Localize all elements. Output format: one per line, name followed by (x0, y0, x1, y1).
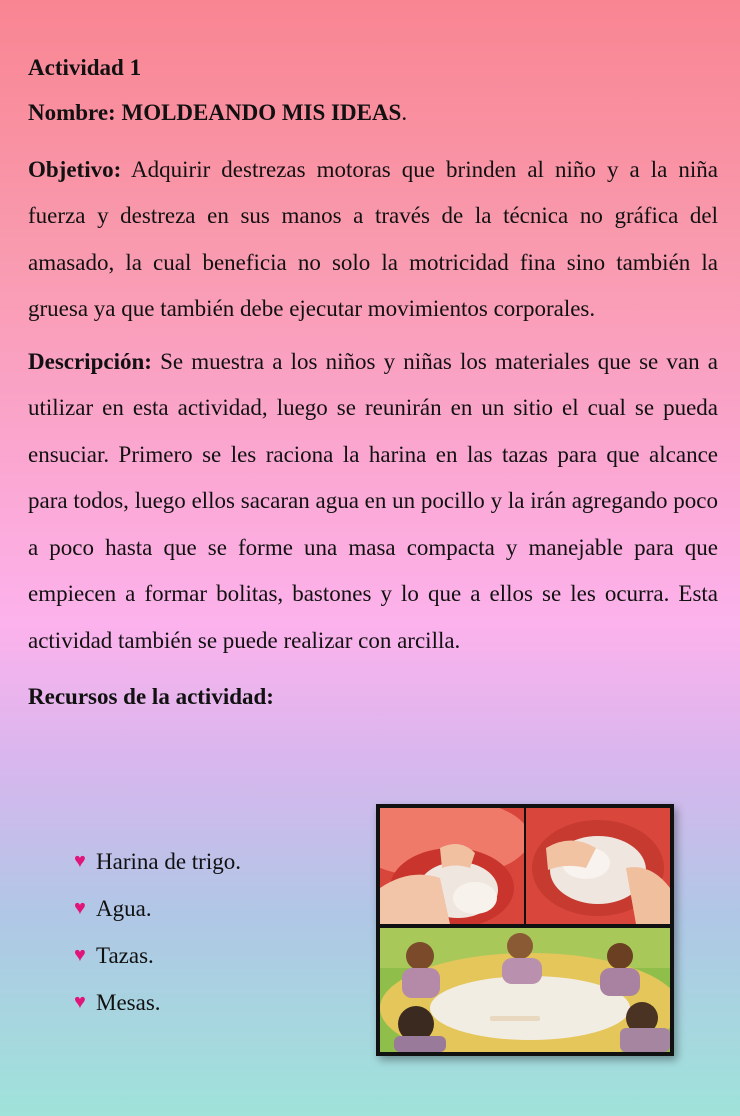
name-value: MOLDEANDO MIS IDEAS (121, 100, 402, 125)
photo-kneading-bowl-right (526, 808, 670, 924)
resources-title: Recursos de la actividad: (28, 684, 274, 709)
description-label: Descripción: (28, 348, 152, 374)
list-item (74, 838, 354, 885)
resource-label: Harina de trigo. (96, 848, 241, 874)
heart-bullet-icon: ♥ (74, 850, 86, 872)
description-text: Se muestra a los niños y niñas los materiales que se van a utilizar en esta actividad, luego se reunirán en un sitio el cual se pueda ensuciar. Primero se les raciona la harina en las tazas para que alcance para todos, luego ellos sacaran agua en un pocillo y la irán agregando poco a poco hasta que se forme una masa compacta y manejable para que empiecen a formar bolitas, bastones y lo que a ellos se les ocurra. Esta actividad también se puede realizar con arcilla. (28, 348, 718, 653)
name-period: . (401, 100, 408, 125)
heart-bullet-icon: ♥ (74, 897, 86, 919)
list-item (74, 932, 354, 979)
list-item (74, 885, 354, 932)
resource-label: Tazas. (96, 942, 154, 968)
resource-label: Mesas. (96, 989, 161, 1015)
activity-sheet (28, 48, 718, 720)
objective-paragraph (28, 147, 718, 333)
heart-bullet-icon: ♥ (74, 944, 86, 966)
photo-collage (376, 804, 674, 1056)
objective-text: Adquirir destrezas motoras que brinden al niño y a la niña fuerza y destreza en sus manos a través de la técnica no gráfica del amasado, la cual beneficia no solo la motricidad fina sino también la gruesa ya que también debe ejecutar movimientos corporales. (28, 156, 718, 321)
resources-list (74, 838, 354, 1026)
name-label: Nombre: (28, 100, 116, 125)
activity-title: Actividad 1 (28, 55, 142, 80)
heart-bullet-icon: ♥ (74, 991, 86, 1013)
photo-kneading-bowl-left (380, 808, 524, 924)
photo-children-table (380, 928, 670, 1052)
description-paragraph (28, 339, 718, 665)
objective-label: Objetivo: (28, 156, 122, 182)
resource-label: Agua. (96, 895, 152, 921)
activity-name-line (28, 90, 718, 137)
list-item (74, 979, 354, 1026)
